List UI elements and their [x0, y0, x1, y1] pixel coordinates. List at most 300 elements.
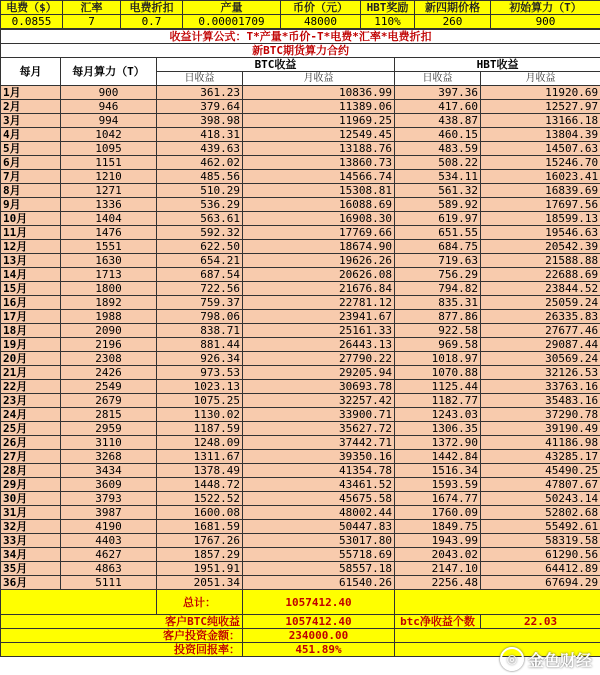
total-label: 总计：: [157, 590, 243, 615]
btc-daily-cell[interactable]: 1187.59: [157, 422, 243, 436]
btc-daily-header: 日收益: [157, 72, 243, 86]
month-cell[interactable]: 33月: [1, 534, 61, 548]
param-value[interactable]: 260: [415, 15, 491, 29]
param-header: 电费折扣: [121, 1, 183, 15]
params-value-row: [1, 15, 600, 29]
btc-daily-cell[interactable]: 462.02: [157, 156, 243, 170]
btc-daily-cell[interactable]: 1951.91: [157, 562, 243, 576]
btc-monthly-cell[interactable]: 10836.99: [243, 86, 395, 100]
hashrate-cell[interactable]: 2679: [61, 394, 157, 408]
table-row: [1, 184, 600, 198]
hbt-monthly-cell[interactable]: 22688.69: [481, 268, 600, 282]
hashrate-cell[interactable]: 946: [61, 100, 157, 114]
btc-daily-cell[interactable]: 1023.13: [157, 380, 243, 394]
month-cell[interactable]: 14月: [1, 268, 61, 282]
table-row: [1, 478, 600, 492]
param-header: 初始算力（T）: [491, 1, 600, 15]
net-label: 客户BTC纯收益: [1, 615, 243, 629]
btc-monthly-cell[interactable]: 50447.83: [243, 520, 395, 534]
hbt-daily-cell[interactable]: 1943.99: [395, 534, 481, 548]
hbt-daily-cell[interactable]: 438.87: [395, 114, 481, 128]
btc-daily-cell[interactable]: 1522.52: [157, 492, 243, 506]
hbt-daily-cell[interactable]: 508.22: [395, 156, 481, 170]
total-row: [1, 590, 600, 615]
hbt-monthly-cell[interactable]: 18599.13: [481, 212, 600, 226]
hashrate-cell[interactable]: 2090: [61, 324, 157, 338]
btc-daily-cell[interactable]: 1075.25: [157, 394, 243, 408]
btc-monthly-cell[interactable]: 58557.18: [243, 562, 395, 576]
hbt-daily-cell[interactable]: 877.86: [395, 310, 481, 324]
column-group-row: [1, 58, 600, 72]
hashrate-header: 每月算力（T）: [61, 58, 157, 86]
hashrate-cell[interactable]: 3110: [61, 436, 157, 450]
hbt-monthly-cell[interactable]: 61290.56: [481, 548, 600, 562]
table-row: [1, 338, 600, 352]
btc-monthly-cell[interactable]: 29205.94: [243, 366, 395, 380]
btc-daily-cell[interactable]: 1248.09: [157, 436, 243, 450]
contract-title: 新BTC期货算力合约: [1, 44, 600, 58]
hbt-daily-cell[interactable]: 922.58: [395, 324, 481, 338]
hashrate-cell[interactable]: 1151: [61, 156, 157, 170]
hashrate-cell[interactable]: 5111: [61, 576, 157, 590]
table-row: [1, 86, 600, 100]
month-cell[interactable]: 23月: [1, 394, 61, 408]
month-cell[interactable]: 16月: [1, 296, 61, 310]
btc-monthly-cell[interactable]: 18674.90: [243, 240, 395, 254]
hbt-daily-cell[interactable]: 619.97: [395, 212, 481, 226]
table-row: [1, 408, 600, 422]
table-row: [1, 520, 600, 534]
table-row: [1, 296, 600, 310]
table-row: [1, 310, 600, 324]
hashrate-cell[interactable]: 3987: [61, 506, 157, 520]
btc-daily-cell[interactable]: 536.29: [157, 198, 243, 212]
btc-daily-cell[interactable]: 485.56: [157, 170, 243, 184]
hbt-group-header: HBT收益: [395, 58, 600, 72]
hbt-daily-cell[interactable]: 1182.77: [395, 394, 481, 408]
btc-daily-cell[interactable]: 722.56: [157, 282, 243, 296]
hbt-daily-cell[interactable]: 969.58: [395, 338, 481, 352]
btc-monthly-cell[interactable]: 26443.13: [243, 338, 395, 352]
hashrate-cell[interactable]: 1476: [61, 226, 157, 240]
hbt-daily-cell[interactable]: 2147.10: [395, 562, 481, 576]
formula-row: [1, 30, 600, 44]
hashrate-cell[interactable]: 4863: [61, 562, 157, 576]
month-cell[interactable]: 20月: [1, 352, 61, 366]
btc-daily-cell[interactable]: 1767.26: [157, 534, 243, 548]
btc-daily-cell[interactable]: 1857.29: [157, 548, 243, 562]
hashrate-cell[interactable]: 2549: [61, 380, 157, 394]
hbt-daily-cell[interactable]: 1070.88: [395, 366, 481, 380]
table-row: [1, 198, 600, 212]
btc-monthly-cell[interactable]: 14566.74: [243, 170, 395, 184]
hashrate-cell[interactable]: 994: [61, 114, 157, 128]
table-row: [1, 114, 600, 128]
hashrate-cell[interactable]: 2959: [61, 422, 157, 436]
table-row: [1, 436, 600, 450]
total-value: 1057412.40: [243, 590, 395, 615]
month-cell[interactable]: 13月: [1, 254, 61, 268]
btc-monthly-cell[interactable]: 22781.12: [243, 296, 395, 310]
month-cell[interactable]: 30月: [1, 492, 61, 506]
btc-count-label: btc净收益个数: [395, 615, 481, 629]
month-cell[interactable]: 8月: [1, 184, 61, 198]
btc-monthly-cell[interactable]: 41354.78: [243, 464, 395, 478]
btc-monthly-cell[interactable]: 12549.45: [243, 128, 395, 142]
table-row: [1, 464, 600, 478]
btc-monthly-cell[interactable]: 11969.25: [243, 114, 395, 128]
hbt-daily-cell[interactable]: 589.92: [395, 198, 481, 212]
btc-daily-cell[interactable]: 1311.67: [157, 450, 243, 464]
hbt-monthly-cell[interactable]: 29087.44: [481, 338, 600, 352]
hbt-daily-cell[interactable]: 1306.35: [395, 422, 481, 436]
btc-daily-cell[interactable]: 622.50: [157, 240, 243, 254]
param-header: 币价（元）: [281, 1, 361, 15]
hashrate-cell[interactable]: 4627: [61, 548, 157, 562]
table-row: [1, 100, 600, 114]
hbt-monthly-cell[interactable]: 25059.24: [481, 296, 600, 310]
btc-monthly-cell[interactable]: 16088.69: [243, 198, 395, 212]
hashrate-cell[interactable]: 2426: [61, 366, 157, 380]
param-value[interactable]: 7: [63, 15, 121, 29]
param-header: 电费（$）: [1, 1, 63, 15]
table-row: [1, 352, 600, 366]
table-row: [1, 422, 600, 436]
watermark-logo-icon: ◎: [500, 647, 524, 671]
btc-monthly-cell[interactable]: 32257.42: [243, 394, 395, 408]
hbt-daily-cell[interactable]: 1593.59: [395, 478, 481, 492]
param-value[interactable]: 0.7: [121, 15, 183, 29]
hbt-daily-cell[interactable]: 2043.02: [395, 548, 481, 562]
hashrate-cell[interactable]: 1988: [61, 310, 157, 324]
hbt-monthly-cell[interactable]: 35483.16: [481, 394, 600, 408]
mining-revenue-table: [0, 0, 600, 29]
btc-daily-cell[interactable]: 563.61: [157, 212, 243, 226]
hbt-daily-header: 日收益: [395, 72, 481, 86]
month-cell[interactable]: 4月: [1, 128, 61, 142]
hbt-daily-cell[interactable]: 417.60: [395, 100, 481, 114]
hbt-monthly-cell[interactable]: 13166.18: [481, 114, 600, 128]
param-header: 新四期价格: [415, 1, 491, 15]
btc-monthly-cell[interactable]: 33900.71: [243, 408, 395, 422]
btc-monthly-cell[interactable]: 37442.71: [243, 436, 395, 450]
btc-daily-cell[interactable]: 398.98: [157, 114, 243, 128]
hashrate-cell[interactable]: 900: [61, 86, 157, 100]
month-cell[interactable]: 10月: [1, 212, 61, 226]
hbt-monthly-cell[interactable]: 13804.39: [481, 128, 600, 142]
hashrate-cell[interactable]: 3793: [61, 492, 157, 506]
hbt-daily-cell[interactable]: 651.55: [395, 226, 481, 240]
month-cell[interactable]: 19月: [1, 338, 61, 352]
month-cell[interactable]: 2月: [1, 100, 61, 114]
hashrate-cell[interactable]: 1630: [61, 254, 157, 268]
month-header: 每月: [1, 58, 61, 86]
hbt-daily-cell[interactable]: 1760.09: [395, 506, 481, 520]
btc-daily-cell[interactable]: 798.06: [157, 310, 243, 324]
hbt-monthly-cell[interactable]: 41186.98: [481, 436, 600, 450]
hbt-monthly-cell[interactable]: 58319.58: [481, 534, 600, 548]
invest-row: [1, 629, 600, 643]
month-cell[interactable]: 25月: [1, 422, 61, 436]
table-row: [1, 548, 600, 562]
btc-monthly-cell[interactable]: 13188.76: [243, 142, 395, 156]
btc-daily-cell[interactable]: 654.21: [157, 254, 243, 268]
hashrate-cell[interactable]: 2196: [61, 338, 157, 352]
hbt-monthly-cell[interactable]: 39190.49: [481, 422, 600, 436]
btc-daily-cell[interactable]: 838.71: [157, 324, 243, 338]
month-cell[interactable]: 18月: [1, 324, 61, 338]
hbt-daily-cell[interactable]: 460.15: [395, 128, 481, 142]
btc-daily-cell[interactable]: 687.54: [157, 268, 243, 282]
month-cell[interactable]: 22月: [1, 380, 61, 394]
hbt-monthly-cell[interactable]: 16839.69: [481, 184, 600, 198]
hbt-monthly-cell[interactable]: 12527.97: [481, 100, 600, 114]
btc-monthly-cell[interactable]: 17769.66: [243, 226, 395, 240]
month-cell[interactable]: 5月: [1, 142, 61, 156]
param-value[interactable]: 900: [491, 15, 600, 29]
watermark: [500, 647, 592, 671]
hbt-daily-cell[interactable]: 397.36: [395, 86, 481, 100]
hbt-monthly-cell[interactable]: 47807.67: [481, 478, 600, 492]
table-row: [1, 450, 600, 464]
hbt-monthly-cell[interactable]: 67694.29: [481, 576, 600, 590]
hashrate-cell[interactable]: 2308: [61, 352, 157, 366]
table-row: [1, 128, 600, 142]
roi-value: 451.89%: [243, 643, 395, 657]
hbt-monthly-cell[interactable]: 16023.41: [481, 170, 600, 184]
month-cell[interactable]: 12月: [1, 240, 61, 254]
hbt-monthly-cell[interactable]: 15246.70: [481, 156, 600, 170]
btc-daily-cell[interactable]: 379.64: [157, 100, 243, 114]
month-cell[interactable]: 35月: [1, 562, 61, 576]
hbt-daily-cell[interactable]: 561.32: [395, 184, 481, 198]
hbt-monthly-cell[interactable]: 19546.63: [481, 226, 600, 240]
hbt-daily-cell[interactable]: 1442.84: [395, 450, 481, 464]
month-cell[interactable]: 7月: [1, 170, 61, 184]
btc-daily-cell[interactable]: 1130.02: [157, 408, 243, 422]
invest-value: 234000.00: [243, 629, 395, 643]
btc-daily-cell[interactable]: 1378.49: [157, 464, 243, 478]
param-header: 产量: [183, 1, 281, 15]
btc-monthly-cell[interactable]: 39350.16: [243, 450, 395, 464]
btc-monthly-cell[interactable]: 15308.81: [243, 184, 395, 198]
net-row: [1, 615, 600, 629]
month-cell[interactable]: 36月: [1, 576, 61, 590]
btc-monthly-cell[interactable]: 55718.69: [243, 548, 395, 562]
hbt-daily-cell[interactable]: 1125.44: [395, 380, 481, 394]
hbt-daily-cell[interactable]: 483.59: [395, 142, 481, 156]
month-cell[interactable]: 28月: [1, 464, 61, 478]
roi-label: 投资回报率：: [1, 643, 243, 657]
btc-monthly-cell[interactable]: 21676.84: [243, 282, 395, 296]
param-header: 汇率: [63, 1, 121, 15]
hbt-daily-cell[interactable]: 1018.97: [395, 352, 481, 366]
btc-monthly-cell[interactable]: 61540.26: [243, 576, 395, 590]
btc-daily-cell[interactable]: 973.53: [157, 366, 243, 380]
table-row: [1, 282, 600, 296]
btc-monthly-cell[interactable]: 27790.22: [243, 352, 395, 366]
month-cell[interactable]: 6月: [1, 156, 61, 170]
hbt-monthly-cell[interactable]: 37290.78: [481, 408, 600, 422]
hashrate-cell[interactable]: 1210: [61, 170, 157, 184]
btc-monthly-cell[interactable]: 43461.52: [243, 478, 395, 492]
btc-daily-cell[interactable]: 510.29: [157, 184, 243, 198]
hbt-monthly-cell[interactable]: 26335.83: [481, 310, 600, 324]
btc-monthly-cell[interactable]: 19626.26: [243, 254, 395, 268]
btc-daily-cell[interactable]: 592.32: [157, 226, 243, 240]
hashrate-cell[interactable]: 2815: [61, 408, 157, 422]
hbt-monthly-cell[interactable]: 50243.14: [481, 492, 600, 506]
table-row: [1, 170, 600, 184]
invest-label: 客户投资金额：: [1, 629, 243, 643]
hbt-daily-cell[interactable]: 756.29: [395, 268, 481, 282]
table-row: [1, 534, 600, 548]
btc-monthly-cell[interactable]: 11389.06: [243, 100, 395, 114]
btc-daily-cell[interactable]: 1448.72: [157, 478, 243, 492]
hashrate-cell[interactable]: 1551: [61, 240, 157, 254]
btc-daily-cell[interactable]: 439.63: [157, 142, 243, 156]
btc-daily-cell[interactable]: 759.37: [157, 296, 243, 310]
hbt-monthly-cell[interactable]: 21588.88: [481, 254, 600, 268]
month-cell[interactable]: 11月: [1, 226, 61, 240]
btc-monthly-cell[interactable]: 35627.72: [243, 422, 395, 436]
hashrate-cell[interactable]: 3434: [61, 464, 157, 478]
table-row: [1, 492, 600, 506]
month-cell[interactable]: 27月: [1, 450, 61, 464]
param-value[interactable]: 0.0855: [1, 15, 63, 29]
table-row: [1, 394, 600, 408]
hashrate-cell[interactable]: 1404: [61, 212, 157, 226]
hbt-monthly-cell[interactable]: 33763.16: [481, 380, 600, 394]
hashrate-cell[interactable]: 1042: [61, 128, 157, 142]
btc-daily-cell[interactable]: 1600.08: [157, 506, 243, 520]
revenue-table: [0, 29, 600, 657]
btc-group-header: BTC收益: [157, 58, 395, 72]
btc-daily-cell[interactable]: 418.31: [157, 128, 243, 142]
hbt-daily-cell[interactable]: 1849.75: [395, 520, 481, 534]
month-cell[interactable]: 31月: [1, 506, 61, 520]
btc-monthly-header: 月收益: [243, 72, 395, 86]
btc-daily-cell[interactable]: 2051.34: [157, 576, 243, 590]
hbt-daily-cell[interactable]: 534.11: [395, 170, 481, 184]
param-value[interactable]: 110%: [361, 15, 415, 29]
btc-daily-cell[interactable]: 1681.59: [157, 520, 243, 534]
hbt-daily-cell[interactable]: 1243.03: [395, 408, 481, 422]
month-cell[interactable]: 29月: [1, 478, 61, 492]
param-value[interactable]: 0.00001709: [183, 15, 281, 29]
hashrate-cell[interactable]: 1336: [61, 198, 157, 212]
table-row: [1, 324, 600, 338]
hashrate-cell[interactable]: 4403: [61, 534, 157, 548]
hashrate-cell[interactable]: 3609: [61, 478, 157, 492]
btc-daily-cell[interactable]: 361.23: [157, 86, 243, 100]
btc-monthly-cell[interactable]: 23941.67: [243, 310, 395, 324]
hbt-daily-cell[interactable]: 684.75: [395, 240, 481, 254]
month-cell[interactable]: 32月: [1, 520, 61, 534]
month-cell[interactable]: 24月: [1, 408, 61, 422]
hbt-monthly-cell[interactable]: 32126.53: [481, 366, 600, 380]
month-cell[interactable]: 34月: [1, 548, 61, 562]
hbt-monthly-cell[interactable]: 30569.24: [481, 352, 600, 366]
month-cell[interactable]: 1月: [1, 86, 61, 100]
month-cell[interactable]: 26月: [1, 436, 61, 450]
hbt-monthly-cell[interactable]: 43285.17: [481, 450, 600, 464]
hbt-monthly-cell[interactable]: 23844.52: [481, 282, 600, 296]
table-row: [1, 212, 600, 226]
btc-count-value: 22.03: [481, 615, 600, 629]
table-row: [1, 380, 600, 394]
watermark-text: 金色财经: [527, 650, 592, 670]
hbt-daily-cell[interactable]: 1674.77: [395, 492, 481, 506]
btc-monthly-cell[interactable]: 48002.44: [243, 506, 395, 520]
hbt-monthly-cell[interactable]: 64412.89: [481, 562, 600, 576]
hbt-monthly-cell[interactable]: 11920.69: [481, 86, 600, 100]
hashrate-cell[interactable]: 1271: [61, 184, 157, 198]
table-row: [1, 254, 600, 268]
month-cell[interactable]: 9月: [1, 198, 61, 212]
btc-daily-cell[interactable]: 926.34: [157, 352, 243, 366]
hbt-monthly-cell[interactable]: 20542.39: [481, 240, 600, 254]
hashrate-cell[interactable]: 1800: [61, 282, 157, 296]
hbt-daily-cell[interactable]: 1372.90: [395, 436, 481, 450]
btc-monthly-cell[interactable]: 30693.78: [243, 380, 395, 394]
hbt-monthly-cell[interactable]: 14507.63: [481, 142, 600, 156]
btc-monthly-cell[interactable]: 25161.33: [243, 324, 395, 338]
month-cell[interactable]: 17月: [1, 310, 61, 324]
month-cell[interactable]: 15月: [1, 282, 61, 296]
hashrate-cell[interactable]: 4190: [61, 520, 157, 534]
hashrate-cell[interactable]: 3268: [61, 450, 157, 464]
hbt-daily-cell[interactable]: 719.63: [395, 254, 481, 268]
hashrate-cell[interactable]: 1892: [61, 296, 157, 310]
table-row: [1, 268, 600, 282]
param-header: HBT奖励: [361, 1, 415, 15]
hbt-daily-cell[interactable]: 794.82: [395, 282, 481, 296]
table-row: [1, 506, 600, 520]
btc-daily-cell[interactable]: 881.44: [157, 338, 243, 352]
net-value: 1057412.40: [243, 615, 395, 629]
hbt-monthly-header: 月收益: [481, 72, 600, 86]
month-cell[interactable]: 3月: [1, 114, 61, 128]
hbt-daily-cell[interactable]: 1516.34: [395, 464, 481, 478]
hbt-daily-cell[interactable]: 2256.48: [395, 576, 481, 590]
btc-monthly-cell[interactable]: 13860.73: [243, 156, 395, 170]
btc-monthly-cell[interactable]: 45675.58: [243, 492, 395, 506]
param-value[interactable]: 48000: [281, 15, 361, 29]
btc-monthly-cell[interactable]: 53017.80: [243, 534, 395, 548]
btc-monthly-cell[interactable]: 16908.30: [243, 212, 395, 226]
table-row: [1, 142, 600, 156]
formula-text: 收益计算公式：T*产量*币价-T*电费*汇率*电费折扣: [1, 30, 600, 44]
btc-monthly-cell[interactable]: 20626.08: [243, 268, 395, 282]
table-row: [1, 226, 600, 240]
table-row: [1, 562, 600, 576]
contract-row: [1, 44, 600, 58]
hbt-monthly-cell[interactable]: 52802.68: [481, 506, 600, 520]
hbt-monthly-cell[interactable]: 17697.56: [481, 198, 600, 212]
params-header-row: [1, 1, 600, 15]
table-row: [1, 156, 600, 170]
hbt-daily-cell[interactable]: 835.31: [395, 296, 481, 310]
hashrate-cell[interactable]: 1713: [61, 268, 157, 282]
hbt-monthly-cell[interactable]: 27677.46: [481, 324, 600, 338]
month-cell[interactable]: 21月: [1, 366, 61, 380]
table-row: [1, 576, 600, 590]
hashrate-cell[interactable]: 1095: [61, 142, 157, 156]
table-row: [1, 240, 600, 254]
hbt-monthly-cell[interactable]: 45490.25: [481, 464, 600, 478]
hbt-monthly-cell[interactable]: 55492.61: [481, 520, 600, 534]
